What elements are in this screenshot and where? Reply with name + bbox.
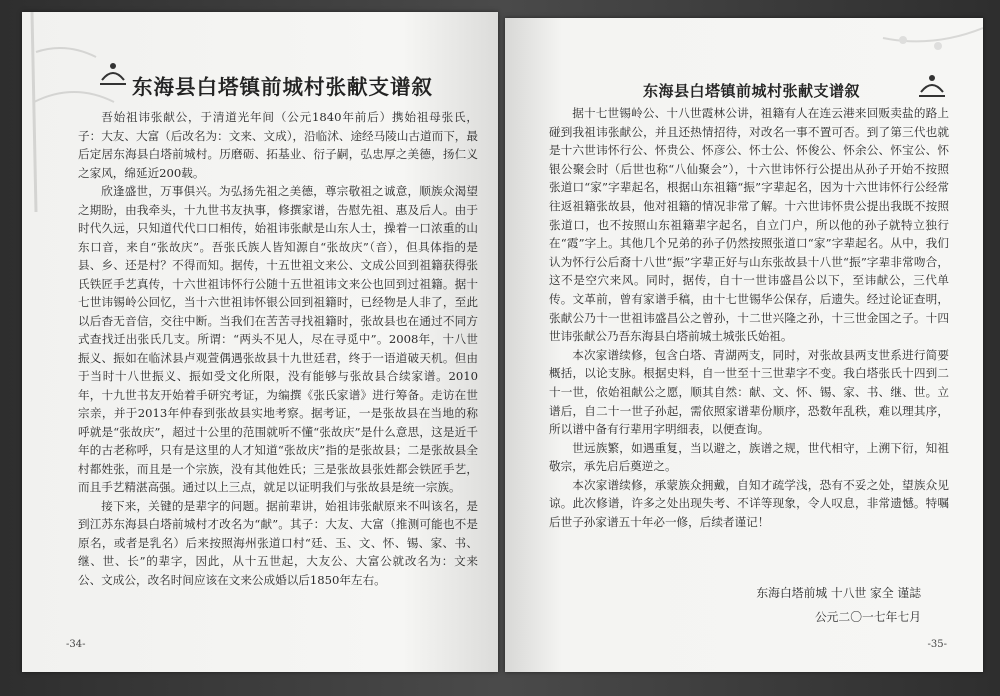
- paragraph: 吾始祖讳张献公，于清道光年间（公元1840年前后）携始祖母张氏，子：大友、大富（后改名为：文来、文成），沿临沭、途经马陵山古道而下，最后定居东海县白塔前城村。历磨砺、拓基业、衍子嗣，弘忠厚之美德，扬仁义之家风，绵延近200载。: [78, 110, 478, 180]
- body-text: [78, 108, 478, 589]
- paragraph: 欣逢盛世，万事俱兴。为弘扬先祖之美德，尊宗敬祖之诚意，顺族众渴望之期盼，由我牵头，十九世书友执事，修撰家谱，告慰先祖、惠及后人。由于时代久远，只知道代代口口相传，始祖讳张献是山东人士，操着一口浓重的山东口音，来自“张故庆”。吾张氏族人皆知源自“张故庆”（音），但具体指的是县、乡、还是村？不得而知。据传，十五世祖文来公、文成公回到祖籍获得张氏铁匠手艺真传，十六世祖讳怀行公随十五世祖讳文来公也回到过祖籍。据十七世讳锡岭公回忆，当十六世祖讳怀银公回到祖籍时，已经物是人非了，至此以后杳无音信，交往中断。当我们在苦苦寻找祖籍时，张故县也在通过不同方式查找迁出张氏几支。所谓：“两头不见人，尽在寻觅中”。2008年，十八世振义、振如在临沭县卢观萱偶遇张故县十九世廷君，终于一语道破天机。但由于当时十八世振义、振如受文化所限，没有能够与张故县合续家谱。2010年，十九世书友开始着手研究考证，为编撰《张氏家谱》进行筹备。走访在世宗亲，并于2013年仲春到张故县实地考察。据考证，一是张故县在当地的称呼就是“张故庆”，超过十公里的范围就听不懂“张故庆”是什么意思，这是近千年的古老称呼，只有是这里的人才知道“张故庆”指的是张故县；二是张故县全村都姓张，而且是一个宗族，没有其他姓氏；三是张故县张姓都会铁匠手艺，而且手艺精湛高强。通过以上三点，就足以证明我们与张故县是统一宗族。: [78, 184, 478, 494]
- body-text: [549, 104, 949, 532]
- family-emblem-icon: [98, 58, 128, 88]
- signature: 东海白塔前城 十八世 家全 谨誌: [756, 586, 921, 600]
- family-emblem-icon: [917, 70, 947, 100]
- paragraph: 本次家谱续修，包含白塔、青湖两支，同时，对张故县两支世系进行简要概括，以论支脉。根据史料，自一世至十三世辈字不变。我白塔张氏十四到二十一世，依始祖献公之愿，顺其自然：献、文、怀、锡、家、书、继、世。立谱后，自二十一世子孙起，需依照家谱辈份顺序，恐数年乱秩，难以理其序，所以谱中备有行辈用字明细表，以便查询。: [549, 347, 949, 437]
- page-title: 东海县白塔镇前城村张献支谱叙: [132, 75, 433, 99]
- date: 公元二〇一七年七月: [814, 610, 921, 624]
- page-number: -35-: [927, 639, 947, 650]
- paragraph: 世远族繁，如遇重复，当以避之，族谱之规，世代相守，上溯下衍，知祖敬宗，承先启后奠逆之。: [549, 440, 949, 474]
- paragraph: 接下来，关键的是辈字的问题。据前辈讲，始祖讳张献原来不叫该名，是到江苏东海县白塔前城村才改名为“献”。其子：大友、大富（推测可能也不是原名，或者是乳名）后来按照海州张道口村“廷、玉、文、怀、锡、家、书、继、世、长”的辈字，因此，从十五世起，大友公、大富公就改名为：文来公、文成公，改名时间应该在文来公成婚以后1850年左右。: [78, 498, 478, 587]
- left-page: [22, 12, 498, 672]
- paragraph: 据十七世锡岭公、十八世霞林公讲，祖籍有人在连云港来回贩卖盐的路上碰到我祖讳张献公，并且还热情招待，对改名一事不置可否。到了第三代也就是十六世讳怀行公、怀贵公、怀彦公、怀士公、怀俊公、怀余公、怀宝公、怀银公聚会时（后世也称“八仙聚会”），十六世讳怀行公提出从孙子开始不按照张道口“家”字辈起名，根据山东祖籍“振”字辈起名，因为十六世讳怀行公经常往返祖籍张故县，他对祖籍的情况非常了解。十六世讳怀贵公提出我既不按照张道口，也不按照山东祖籍辈字起名，自立门户，所以他的孙子就特立独行在“霞”字上。其他几个兄弟的孙子仍然按照张道口“家”字辈起名。从中，我们认为怀行公后裔十八世“振”字辈正好与山东张故县十八世“振”字辈非常吻合，这不是空穴来风。同时，据传，自十一世讳盛昌公以下，至讳献公，三代单传。文革前，曾有家谱手稿，由十七世锡华公保存，后遗失。经过论证查明，张献公乃十一世祖讳盛昌公之曾孙，十二世兴隆之孙，十三世金国之子。十四世讳张献公乃吾东海县白塔前城土城张氏始祖。: [549, 106, 949, 344]
- page-title: 东海县白塔镇前城村张献支谱叙: [643, 82, 861, 100]
- right-page: [505, 18, 983, 672]
- paragraph: 本次家谱续修，承蒙族众拥戴，自知才疏学浅，恐有不妥之处，望族众见谅。此次修谱，许多之处出现失考、不详等现象，令人叹息，非常遗憾。特嘱后世子孙家谱五十年必一修，后续者谨记！: [549, 477, 949, 530]
- page-number: -34-: [66, 639, 86, 650]
- plum-blossom-decoration-icon: [843, 18, 983, 108]
